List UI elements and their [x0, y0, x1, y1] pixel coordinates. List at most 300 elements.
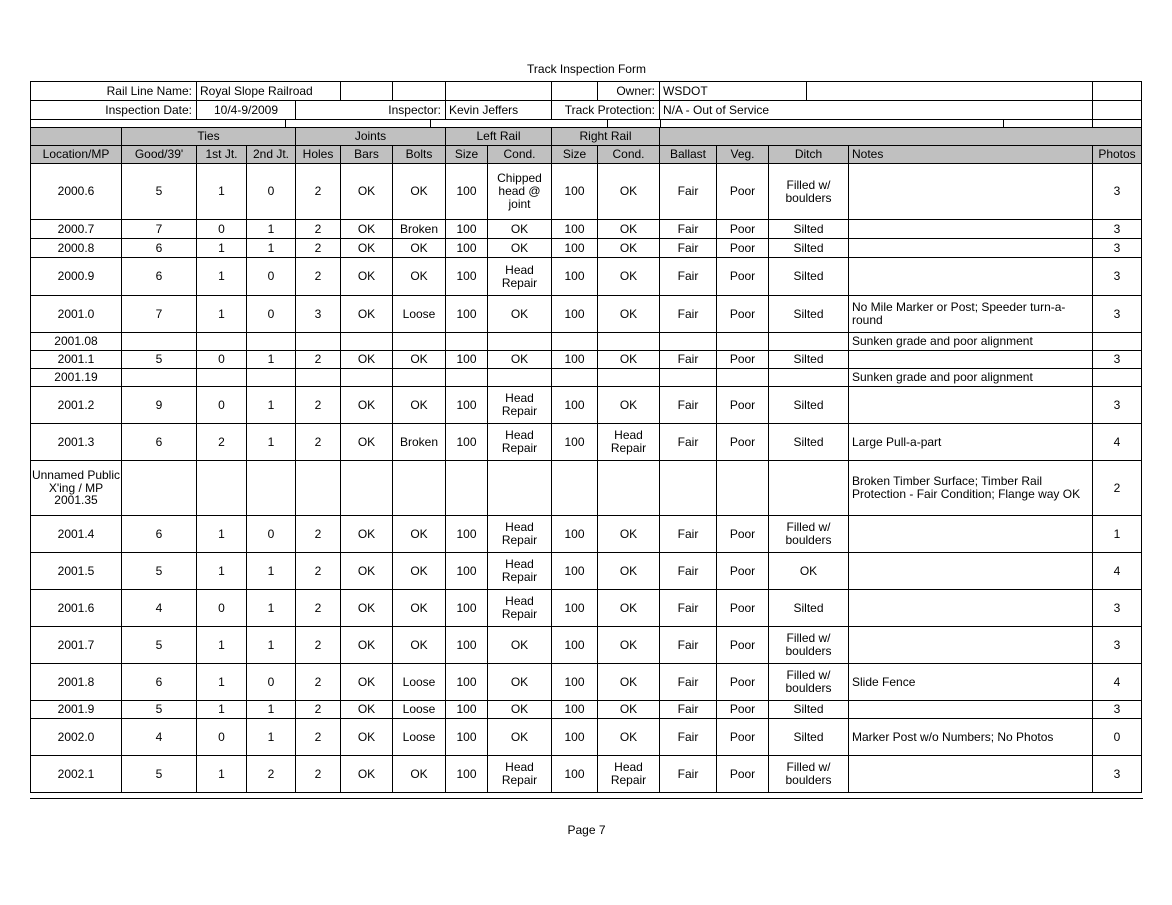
cell-good-39: 7	[122, 296, 197, 333]
cell-good-39	[122, 333, 197, 351]
blank-cell	[807, 82, 1093, 101]
column-header-holes: Holes	[296, 146, 341, 164]
owner-value: WSDOT	[660, 82, 807, 101]
cell-right-size	[552, 461, 598, 516]
table-row	[31, 701, 1142, 719]
cell-1st-jt: 1	[197, 701, 247, 719]
cell-2nd-jt: 1	[247, 553, 296, 590]
cell-location-mp: 2000.7	[31, 220, 122, 239]
cell-left-size: 100	[446, 164, 488, 220]
cell-holes	[296, 369, 341, 387]
cell-location-mp: 2001.2	[31, 387, 122, 424]
cell-notes	[849, 351, 1093, 369]
cell-ballast: Fair	[660, 516, 717, 553]
cell-ballast: Fair	[660, 627, 717, 664]
cell-ballast	[660, 333, 717, 351]
cell-good-39: 5	[122, 627, 197, 664]
cell-location-mp: Unnamed Public X'ing / MP 2001.35	[31, 461, 122, 516]
cell-ballast: Fair	[660, 258, 717, 296]
cell-holes: 2	[296, 627, 341, 664]
cell-veg: Poor	[717, 351, 769, 369]
column-header-1st-jt: 1st Jt.	[197, 146, 247, 164]
cell-left-cond	[488, 333, 552, 351]
cell-photos: 3	[1093, 590, 1142, 627]
cell-right-cond: OK	[598, 719, 660, 756]
cell-2nd-jt: 1	[247, 719, 296, 756]
cell-good-39	[122, 461, 197, 516]
cell-notes: Sunken grade and poor alignment	[849, 333, 1093, 351]
cell-ballast: Fair	[660, 424, 717, 461]
cell-location-mp: 2001.6	[31, 590, 122, 627]
blank-cell	[286, 120, 431, 128]
cell-bolts: OK	[393, 627, 446, 664]
cell-ditch: OK	[769, 553, 849, 590]
cell-ballast: Fair	[660, 220, 717, 239]
cell-good-39: 5	[122, 701, 197, 719]
inspector-value: Kevin Jeffers	[446, 101, 552, 120]
cell-bars	[341, 333, 393, 351]
cell-right-cond: OK	[598, 220, 660, 239]
cell-right-size: 100	[552, 664, 598, 701]
cell-good-39: 5	[122, 553, 197, 590]
cell-holes: 2	[296, 220, 341, 239]
cell-bars: OK	[341, 220, 393, 239]
cell-notes	[849, 756, 1093, 793]
cell-good-39: 6	[122, 239, 197, 258]
cell-veg: Poor	[717, 590, 769, 627]
cell-bolts: OK	[393, 553, 446, 590]
cell-2nd-jt: 0	[247, 258, 296, 296]
cell-left-size: 100	[446, 424, 488, 461]
cell-veg: Poor	[717, 756, 769, 793]
cell-2nd-jt: 1	[247, 387, 296, 424]
cell-bolts: OK	[393, 516, 446, 553]
table-row	[31, 164, 1142, 220]
column-header-left-size: Size	[446, 146, 488, 164]
cell-bars: OK	[341, 258, 393, 296]
cell-2nd-jt: 2	[247, 756, 296, 793]
cell-photos	[1093, 369, 1142, 387]
cell-2nd-jt: 1	[247, 351, 296, 369]
cell-1st-jt	[197, 461, 247, 516]
cell-ballast: Fair	[660, 756, 717, 793]
group-header-spacer	[31, 128, 122, 146]
cell-notes: No Mile Marker or Post; Speeder turn-a-round	[849, 296, 1093, 333]
cell-bars: OK	[341, 664, 393, 701]
cell-bars: OK	[341, 239, 393, 258]
cell-photos: 3	[1093, 387, 1142, 424]
cell-left-size: 100	[446, 627, 488, 664]
cell-left-size: 100	[446, 664, 488, 701]
cell-holes: 2	[296, 719, 341, 756]
cell-bars	[341, 369, 393, 387]
cell-left-cond	[488, 369, 552, 387]
spacer-row	[31, 120, 1142, 128]
cell-ballast: Fair	[660, 590, 717, 627]
cell-ditch: Silted	[769, 424, 849, 461]
cell-bars: OK	[341, 701, 393, 719]
cell-right-size: 100	[552, 553, 598, 590]
cell-photos: 4	[1093, 553, 1142, 590]
cell-good-39	[122, 369, 197, 387]
cell-left-cond	[488, 461, 552, 516]
cell-bolts: Loose	[393, 701, 446, 719]
cell-left-cond: Head Repair	[488, 553, 552, 590]
column-header-bars: Bars	[341, 146, 393, 164]
cell-left-cond: Head Repair	[488, 258, 552, 296]
cell-ditch: Silted	[769, 296, 849, 333]
blank-cell	[1004, 120, 1093, 128]
cell-location-mp: 2000.6	[31, 164, 122, 220]
cell-1st-jt: 1	[197, 553, 247, 590]
cell-right-cond	[598, 333, 660, 351]
cell-left-cond: OK	[488, 664, 552, 701]
cell-location-mp: 2002.0	[31, 719, 122, 756]
blank-cell	[1093, 82, 1142, 101]
cell-1st-jt: 1	[197, 164, 247, 220]
cell-right-size	[552, 369, 598, 387]
cell-location-mp: 2000.9	[31, 258, 122, 296]
cell-notes	[849, 553, 1093, 590]
cell-2nd-jt: 1	[247, 239, 296, 258]
cell-right-cond: OK	[598, 516, 660, 553]
cell-left-size	[446, 369, 488, 387]
table-row	[31, 296, 1142, 333]
cell-right-cond: OK	[598, 351, 660, 369]
cell-notes: Marker Post w/o Numbers; No Photos	[849, 719, 1093, 756]
cell-good-39: 4	[122, 590, 197, 627]
cell-veg: Poor	[717, 258, 769, 296]
cell-1st-jt: 1	[197, 258, 247, 296]
group-header-left-rail: Left Rail	[446, 128, 552, 146]
table-row	[31, 664, 1142, 701]
cell-ditch: Silted	[769, 258, 849, 296]
cell-ditch: Silted	[769, 351, 849, 369]
cell-bolts	[393, 461, 446, 516]
cell-right-size: 100	[552, 627, 598, 664]
cell-2nd-jt	[247, 369, 296, 387]
cell-2nd-jt: 1	[247, 424, 296, 461]
cell-good-39: 5	[122, 756, 197, 793]
column-header-2nd-jt: 2nd Jt.	[247, 146, 296, 164]
cell-right-size: 100	[552, 590, 598, 627]
cell-notes: Large Pull-a-part	[849, 424, 1093, 461]
cell-location-mp: 2001.0	[31, 296, 122, 333]
table-row	[31, 590, 1142, 627]
cell-photos: 3	[1093, 220, 1142, 239]
cell-right-cond: OK	[598, 701, 660, 719]
cell-veg: Poor	[717, 220, 769, 239]
group-header-row	[31, 128, 1142, 146]
column-header-ballast: Ballast	[660, 146, 717, 164]
cell-right-size: 100	[552, 351, 598, 369]
cell-left-cond: OK	[488, 627, 552, 664]
cell-location-mp: 2001.1	[31, 351, 122, 369]
form-header-row-2	[31, 101, 1142, 120]
cell-location-mp: 2000.8	[31, 239, 122, 258]
cell-notes	[849, 590, 1093, 627]
cell-right-cond: OK	[598, 553, 660, 590]
cell-veg: Poor	[717, 424, 769, 461]
cell-right-cond: Head Repair	[598, 756, 660, 793]
owner-label: Owner:	[598, 82, 660, 101]
cell-left-size: 100	[446, 296, 488, 333]
cell-ballast: Fair	[660, 164, 717, 220]
column-header-right-cond: Cond.	[598, 146, 660, 164]
cell-holes: 2	[296, 164, 341, 220]
column-header-ditch: Ditch	[769, 146, 849, 164]
cell-veg: Poor	[717, 719, 769, 756]
cell-ditch: Filled w/ boulders	[769, 664, 849, 701]
form-table	[30, 81, 1142, 793]
cell-notes	[849, 701, 1093, 719]
cell-1st-jt: 1	[197, 296, 247, 333]
cell-notes	[849, 387, 1093, 424]
cell-bars: OK	[341, 553, 393, 590]
cell-location-mp: 2001.8	[31, 664, 122, 701]
cell-ditch: Silted	[769, 701, 849, 719]
cell-bolts: Loose	[393, 296, 446, 333]
form-header-row-1	[31, 82, 1142, 101]
table-row	[31, 387, 1142, 424]
column-header-right-size: Size	[552, 146, 598, 164]
cell-notes	[849, 258, 1093, 296]
cell-veg: Poor	[717, 701, 769, 719]
blank-cell	[661, 120, 1004, 128]
cell-location-mp: 2001.08	[31, 333, 122, 351]
cell-right-size: 100	[552, 387, 598, 424]
table-row	[31, 258, 1142, 296]
cell-2nd-jt	[247, 333, 296, 351]
table-row	[31, 239, 1142, 258]
cell-bars: OK	[341, 590, 393, 627]
cell-bars: OK	[341, 516, 393, 553]
table-row	[31, 756, 1142, 793]
cell-left-size: 100	[446, 516, 488, 553]
cell-bolts	[393, 333, 446, 351]
cell-holes: 2	[296, 424, 341, 461]
cell-bars	[341, 461, 393, 516]
cell-notes: Sunken grade and poor alignment	[849, 369, 1093, 387]
cell-left-size: 100	[446, 553, 488, 590]
cell-left-cond: OK	[488, 719, 552, 756]
cell-location-mp: 2002.1	[31, 756, 122, 793]
column-header-left-cond: Cond.	[488, 146, 552, 164]
cell-right-size: 100	[552, 164, 598, 220]
cell-veg: Poor	[717, 387, 769, 424]
blank-cell	[446, 82, 552, 101]
cell-right-cond: OK	[598, 258, 660, 296]
cell-notes	[849, 516, 1093, 553]
cell-bars: OK	[341, 351, 393, 369]
blank-cell	[341, 82, 393, 101]
cell-left-cond: Head Repair	[488, 516, 552, 553]
inspection-table	[31, 128, 1142, 793]
cell-good-39: 7	[122, 220, 197, 239]
cell-2nd-jt: 1	[247, 220, 296, 239]
cell-holes: 2	[296, 701, 341, 719]
blank-cell	[431, 120, 608, 128]
cell-location-mp: 2001.19	[31, 369, 122, 387]
table-row	[31, 461, 1142, 516]
cell-bolts: Loose	[393, 664, 446, 701]
cell-bars: OK	[341, 756, 393, 793]
cell-veg: Poor	[717, 296, 769, 333]
cell-right-cond: OK	[598, 239, 660, 258]
cell-good-39: 6	[122, 664, 197, 701]
blank-cell	[31, 120, 286, 128]
inspection-date-label: Inspection Date:	[31, 101, 197, 120]
cell-1st-jt: 1	[197, 664, 247, 701]
cell-ballast: Fair	[660, 553, 717, 590]
cell-notes	[849, 627, 1093, 664]
cell-veg: Poor	[717, 664, 769, 701]
cell-left-cond: OK	[488, 220, 552, 239]
cell-left-cond: Chipped head @ joint	[488, 164, 552, 220]
cell-left-cond: OK	[488, 239, 552, 258]
cell-bolts: OK	[393, 756, 446, 793]
cell-left-cond: OK	[488, 296, 552, 333]
cell-veg: Poor	[717, 164, 769, 220]
cell-right-size: 100	[552, 220, 598, 239]
column-header-row	[31, 146, 1142, 164]
cell-photos: 3	[1093, 701, 1142, 719]
cell-1st-jt: 0	[197, 590, 247, 627]
cell-bars: OK	[341, 424, 393, 461]
cell-holes: 3	[296, 296, 341, 333]
cell-notes: Slide Fence	[849, 664, 1093, 701]
cell-right-cond	[598, 369, 660, 387]
cell-right-cond: OK	[598, 296, 660, 333]
cell-veg: Poor	[717, 516, 769, 553]
cell-bars: OK	[341, 164, 393, 220]
cell-veg: Poor	[717, 239, 769, 258]
inspection-date-value: 10/4-9/2009	[197, 101, 296, 120]
cell-2nd-jt: 1	[247, 701, 296, 719]
cell-ballast: Fair	[660, 387, 717, 424]
cell-good-39: 6	[122, 258, 197, 296]
cell-left-size: 100	[446, 239, 488, 258]
track-protection-label: Track Protection:	[552, 101, 660, 120]
cell-right-cond: OK	[598, 664, 660, 701]
cell-location-mp: 2001.3	[31, 424, 122, 461]
cell-good-39: 4	[122, 719, 197, 756]
cell-ballast: Fair	[660, 664, 717, 701]
cell-notes: Broken Timber Surface; Timber Rail Protection - Fair Condition; Flange way OK	[849, 461, 1093, 516]
cell-ditch: Filled w/ boulders	[769, 164, 849, 220]
cell-right-cond: OK	[598, 590, 660, 627]
cell-2nd-jt	[247, 461, 296, 516]
cell-left-size	[446, 461, 488, 516]
cell-holes	[296, 461, 341, 516]
cell-bolts: OK	[393, 258, 446, 296]
cell-photos: 1	[1093, 516, 1142, 553]
cell-2nd-jt: 1	[247, 627, 296, 664]
cell-left-size: 100	[446, 590, 488, 627]
cell-location-mp: 2001.4	[31, 516, 122, 553]
cell-left-size: 100	[446, 258, 488, 296]
cell-ditch: Silted	[769, 387, 849, 424]
cell-bars: OK	[341, 627, 393, 664]
cell-ditch: Filled w/ boulders	[769, 756, 849, 793]
cell-good-39: 6	[122, 424, 197, 461]
cell-holes: 2	[296, 516, 341, 553]
cell-1st-jt	[197, 369, 247, 387]
cell-left-cond: OK	[488, 351, 552, 369]
column-header-veg: Veg.	[717, 146, 769, 164]
group-header-spacer	[660, 128, 1142, 146]
cell-ballast: Fair	[660, 719, 717, 756]
blank-cell	[552, 82, 598, 101]
cell-bolts: Broken	[393, 424, 446, 461]
cell-ditch: Silted	[769, 719, 849, 756]
table-row	[31, 333, 1142, 351]
cell-1st-jt: 0	[197, 351, 247, 369]
table-bottom-rule	[30, 798, 1143, 799]
cell-veg: Poor	[717, 553, 769, 590]
cell-photos: 3	[1093, 296, 1142, 333]
cell-veg: Poor	[717, 627, 769, 664]
cell-right-cond: OK	[598, 164, 660, 220]
group-header-right-rail: Right Rail	[552, 128, 660, 146]
cell-1st-jt: 2	[197, 424, 247, 461]
cell-ditch: Silted	[769, 590, 849, 627]
cell-location-mp: 2001.9	[31, 701, 122, 719]
cell-1st-jt: 1	[197, 627, 247, 664]
cell-bolts: OK	[393, 164, 446, 220]
rail-line-name-value: Royal Slope Railroad	[197, 82, 341, 101]
cell-2nd-jt: 0	[247, 164, 296, 220]
cell-2nd-jt: 0	[247, 296, 296, 333]
cell-bolts: Broken	[393, 220, 446, 239]
blank-cell	[393, 82, 446, 101]
cell-ditch	[769, 369, 849, 387]
blank-cell	[1093, 120, 1142, 128]
cell-holes: 2	[296, 664, 341, 701]
cell-photos: 4	[1093, 664, 1142, 701]
cell-left-size: 100	[446, 351, 488, 369]
table-row	[31, 351, 1142, 369]
cell-good-39: 9	[122, 387, 197, 424]
cell-right-cond: OK	[598, 387, 660, 424]
cell-holes: 2	[296, 756, 341, 793]
cell-photos: 3	[1093, 756, 1142, 793]
cell-left-size: 100	[446, 220, 488, 239]
table-row	[31, 220, 1142, 239]
cell-left-cond: Head Repair	[488, 387, 552, 424]
cell-right-cond	[598, 461, 660, 516]
cell-right-cond: Head Repair	[598, 424, 660, 461]
cell-right-cond: OK	[598, 627, 660, 664]
cell-holes: 2	[296, 351, 341, 369]
cell-photos: 3	[1093, 351, 1142, 369]
cell-good-39: 5	[122, 164, 197, 220]
cell-photos: 3	[1093, 164, 1142, 220]
cell-location-mp: 2001.5	[31, 553, 122, 590]
table-row	[31, 553, 1142, 590]
cell-photos: 0	[1093, 719, 1142, 756]
cell-ballast: Fair	[660, 239, 717, 258]
cell-left-cond: Head Repair	[488, 590, 552, 627]
blank-cell	[1093, 101, 1142, 120]
cell-good-39: 6	[122, 516, 197, 553]
cell-ditch: Filled w/ boulders	[769, 627, 849, 664]
cell-right-size: 100	[552, 258, 598, 296]
cell-bars: OK	[341, 296, 393, 333]
cell-photos: 4	[1093, 424, 1142, 461]
cell-2nd-jt: 0	[247, 516, 296, 553]
cell-1st-jt: 0	[197, 220, 247, 239]
